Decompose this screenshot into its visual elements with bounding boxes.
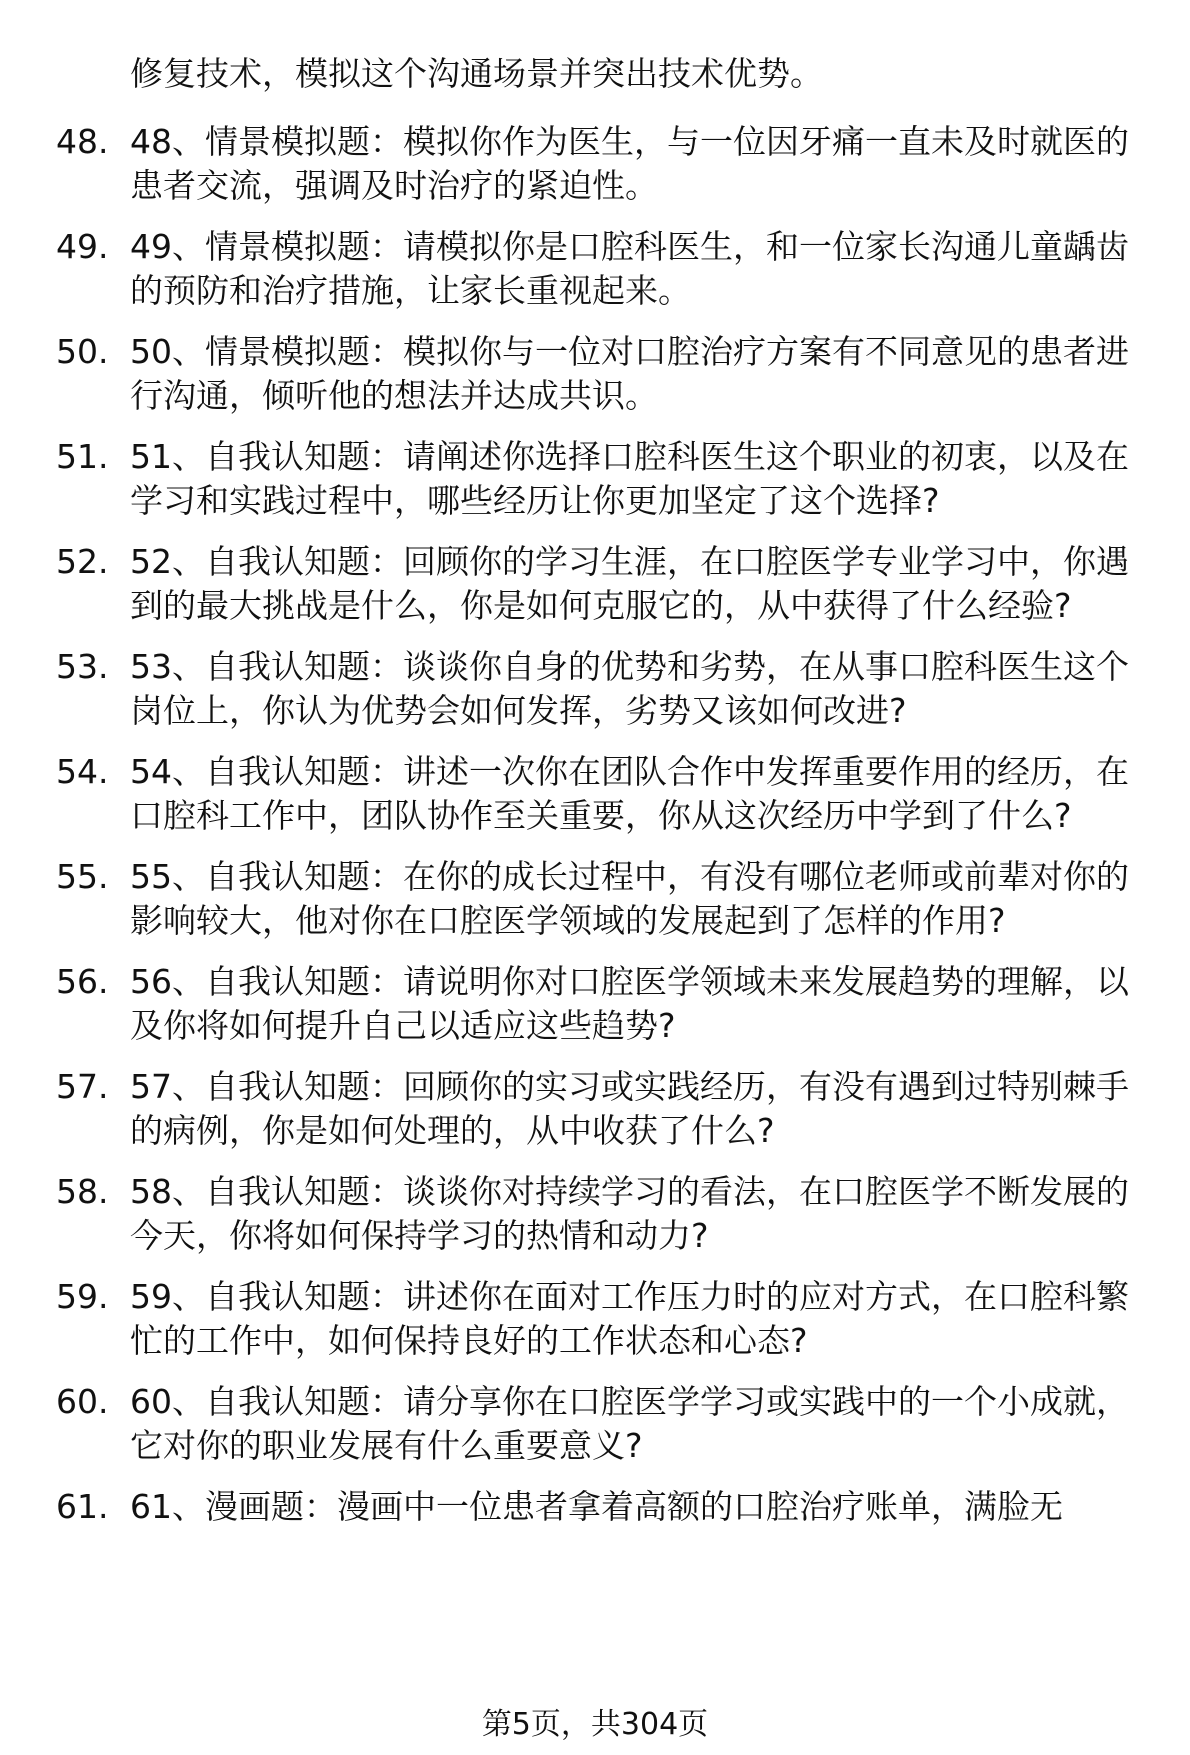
item-number: 48. <box>56 122 109 161</box>
list-item <box>0 225 1190 313</box>
item-number: 61. <box>56 1487 109 1526</box>
item-text: 55、自我认知题：在你的成长过程中，有没有哪位老师或前辈对你的影响较大，他对你在口腔医学领域的发展起到了怎样的作用? <box>130 857 1129 940</box>
list-item <box>0 645 1190 733</box>
item-number: 56. <box>56 962 109 1001</box>
list-item <box>0 1275 1190 1363</box>
list-item <box>0 855 1190 943</box>
item-number: 57. <box>56 1067 109 1106</box>
item-text: 59、自我认知题：讲述你在面对工作压力时的应对方式，在口腔科繁忙的工作中，如何保持良好的工作状态和心态? <box>130 1277 1129 1360</box>
question-list <box>0 120 1190 1546</box>
item-number: 59. <box>56 1277 109 1316</box>
item-text: 60、自我认知题：请分享你在口腔医学学习或实践中的一个小成就，它对你的职业发展有什么重要意义? <box>130 1382 1129 1465</box>
list-item <box>0 120 1190 208</box>
list-item <box>0 1065 1190 1153</box>
item-number: 54. <box>56 752 109 791</box>
item-number: 50. <box>56 332 109 371</box>
item-text: 53、自我认知题：谈谈你自身的优势和劣势，在从事口腔科医生这个岗位上，你认为优势会如何发挥，劣势又该如何改进? <box>130 647 1129 730</box>
list-item <box>0 1170 1190 1258</box>
item-text: 61、漫画题：漫画中一位患者拿着高额的口腔治疗账单，满脸无 <box>130 1487 1063 1526</box>
page-footer: 第5页，共304页 <box>481 1707 709 1742</box>
item-number: 49. <box>56 227 109 266</box>
item-text: 52、自我认知题：回顾你的学习生涯，在口腔医学专业学习中，你遇到的最大挑战是什么，你是如何克服它的，从中获得了什么经验? <box>130 542 1129 625</box>
item-number: 60. <box>56 1382 109 1421</box>
item-text: 56、自我认知题：请说明你对口腔医学领域未来发展趋势的理解，以及你将如何提升自己以适应这些趋势? <box>130 962 1129 1045</box>
item-number: 53. <box>56 647 109 686</box>
continuation-text: 修复技术，模拟这个沟通场景并突出技术优势。 <box>130 54 823 93</box>
item-text: 54、自我认知题：讲述一次你在团队合作中发挥重要作用的经历，在口腔科工作中，团队协作至关重要，你从这次经历中学到了什么? <box>130 752 1129 835</box>
item-number: 51. <box>56 437 109 476</box>
item-text: 49、情景模拟题：请模拟你是口腔科医生，和一位家长沟通儿童龋齿的预防和治疗措施，让家长重视起来。 <box>130 227 1129 310</box>
list-item <box>0 435 1190 523</box>
list-item <box>0 330 1190 418</box>
item-text: 48、情景模拟题：模拟你作为医生，与一位因牙痛一直未及时就医的患者交流，强调及时治疗的紧迫性。 <box>130 122 1129 205</box>
item-number: 55. <box>56 857 109 896</box>
item-text: 50、情景模拟题：模拟你与一位对口腔治疗方案有不同意见的患者进行沟通，倾听他的想法并达成共识。 <box>130 332 1129 415</box>
list-item <box>0 1380 1190 1468</box>
list-item <box>0 960 1190 1048</box>
item-text: 58、自我认知题：谈谈你对持续学习的看法，在口腔医学不断发展的今天，你将如何保持学习的热情和动力? <box>130 1172 1129 1255</box>
list-item <box>0 540 1190 628</box>
item-text: 57、自我认知题：回顾你的实习或实践经历，有没有遇到过特别棘手的病例，你是如何处理的，从中收获了什么? <box>130 1067 1129 1150</box>
item-number: 52. <box>56 542 109 581</box>
list-item <box>0 750 1190 838</box>
item-text: 51、自我认知题：请阐述你选择口腔科医生这个职业的初衷，以及在学习和实践过程中，哪些经历让你更加坚定了这个选择? <box>130 437 1129 520</box>
list-item <box>0 1485 1190 1529</box>
item-number: 58. <box>56 1172 109 1211</box>
